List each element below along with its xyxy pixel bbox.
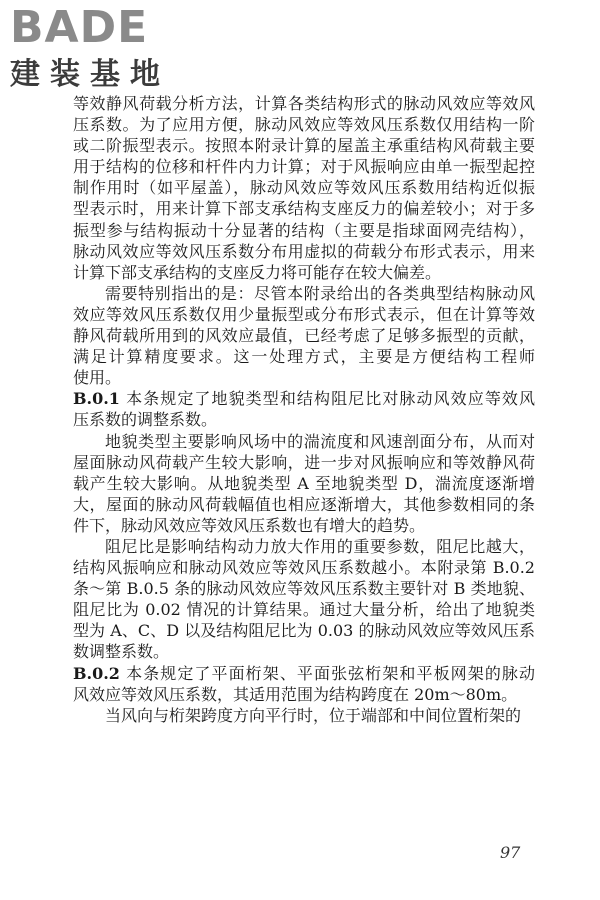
text-line: 用于结构的位移和杆件内力计算；对于风振响应由单一振型起控 — [73, 157, 535, 177]
text-line: 大，屋面的脉动风荷载幅值也相应逐渐增大，其他参数相同的条 — [73, 494, 535, 514]
text-line: 结构风振响应和脉动风效应等效风压系数越小。本附录第 B.0.2 — [73, 558, 535, 578]
text-line: 条～第 B.0.5 条的脉动风效应等效风压系数主要针对 B 类地貌、 — [73, 579, 535, 599]
text-line: 效应等效风压系数仅用少量振型或分布形式表示，但在计算等效 — [73, 304, 535, 324]
section-line — [73, 388, 535, 409]
text-line: 屋面脉动风荷载产生较大影响，进一步对风振响应和等效静风荷 — [73, 452, 535, 472]
text-line: 等效静风荷载分析方法，计算各类结构形式的脉动风效应等效风 — [73, 94, 535, 113]
text-line: 型表示时，用来计算下部支承结构支座反力的偏差较小；对于多 — [73, 199, 535, 219]
text-line: 振型参与结构振动十分显著的结构（主要是指球面网壳结构）， — [73, 220, 535, 240]
text-line: 型为 A、C、D 以及结构阻尼比为 0.03 的脉动风效应等效风压系 — [73, 621, 535, 641]
text-line: 静风荷载所用到的风效应最值，已经考虑了足够多振型的贡献， — [73, 326, 535, 346]
section-text: 本条规定了地貌类型和结构阻尼比对脉动风效应等效风 — [126, 389, 535, 409]
text-line: 制作用时（如平屋盖），脉动风效应等效风压系数用结构近似振 — [73, 178, 535, 198]
text-line: 阻尼比为 0.02 情况的计算结果。通过大量分析，给出了地貌类 — [73, 600, 535, 620]
text-line: 载产生较大影响。从地貌类型 A 至地貌类型 D，湍流度逐渐增 — [73, 473, 535, 493]
section-number: B.0.1 — [73, 389, 120, 409]
text-line: 需要特别指出的是：尽管本附录给出的各类典型结构脉动风 — [105, 283, 535, 303]
page-number: 97 — [500, 843, 521, 862]
section-number: B.0.2 — [73, 663, 120, 683]
text-line: 阻尼比是影响结构动力放大作用的重要参数，阻尼比越大， — [105, 536, 535, 556]
section-line — [73, 663, 535, 684]
text-line: 数调整系数。 — [73, 642, 170, 662]
text-line: 使用。 — [73, 368, 122, 388]
text-line: 计算下部支承结构的支座反力将可能存在较大偏差。 — [73, 262, 442, 282]
text-line: 当风向与桁架跨度方向平行时，位于端部和中间位置桁架的 — [105, 705, 522, 725]
text-line: 风效应等效风压系数，其适用范围为结构跨度在 20m～80m。 — [73, 684, 518, 704]
logo-wordmark: BADE — [10, 2, 149, 53]
text-line: 压系数。为了应用方便，脉动风效应等效风压系数仅用结构一阶 — [73, 115, 535, 135]
body-text — [73, 93, 535, 726]
text-line: 满足计算精度要求。这一处理方式，主要是方便结构工程师 — [73, 347, 535, 367]
text-line: 件下，脉动风效应等效风压系数也有增大的趋势。 — [73, 515, 426, 535]
section-text: 本条规定了平面桁架、平面张弦桁架和平板网架的脉动 — [126, 663, 535, 683]
text-line: 压系数的调整系数。 — [73, 410, 218, 430]
logo — [10, 2, 180, 92]
text-line: 或二阶振型表示。按照本附录计算的屋盖主承重结构风荷载主要 — [73, 136, 535, 156]
logo-subtitle: 建装基地 — [10, 57, 170, 92]
text-line: 地貌类型主要影响风场中的湍流度和风速剖面分布，从而对 — [105, 431, 535, 451]
text-line: 脉动风效应等效风压系数分布用虚拟的荷载分布形式表示，用来 — [73, 241, 535, 261]
